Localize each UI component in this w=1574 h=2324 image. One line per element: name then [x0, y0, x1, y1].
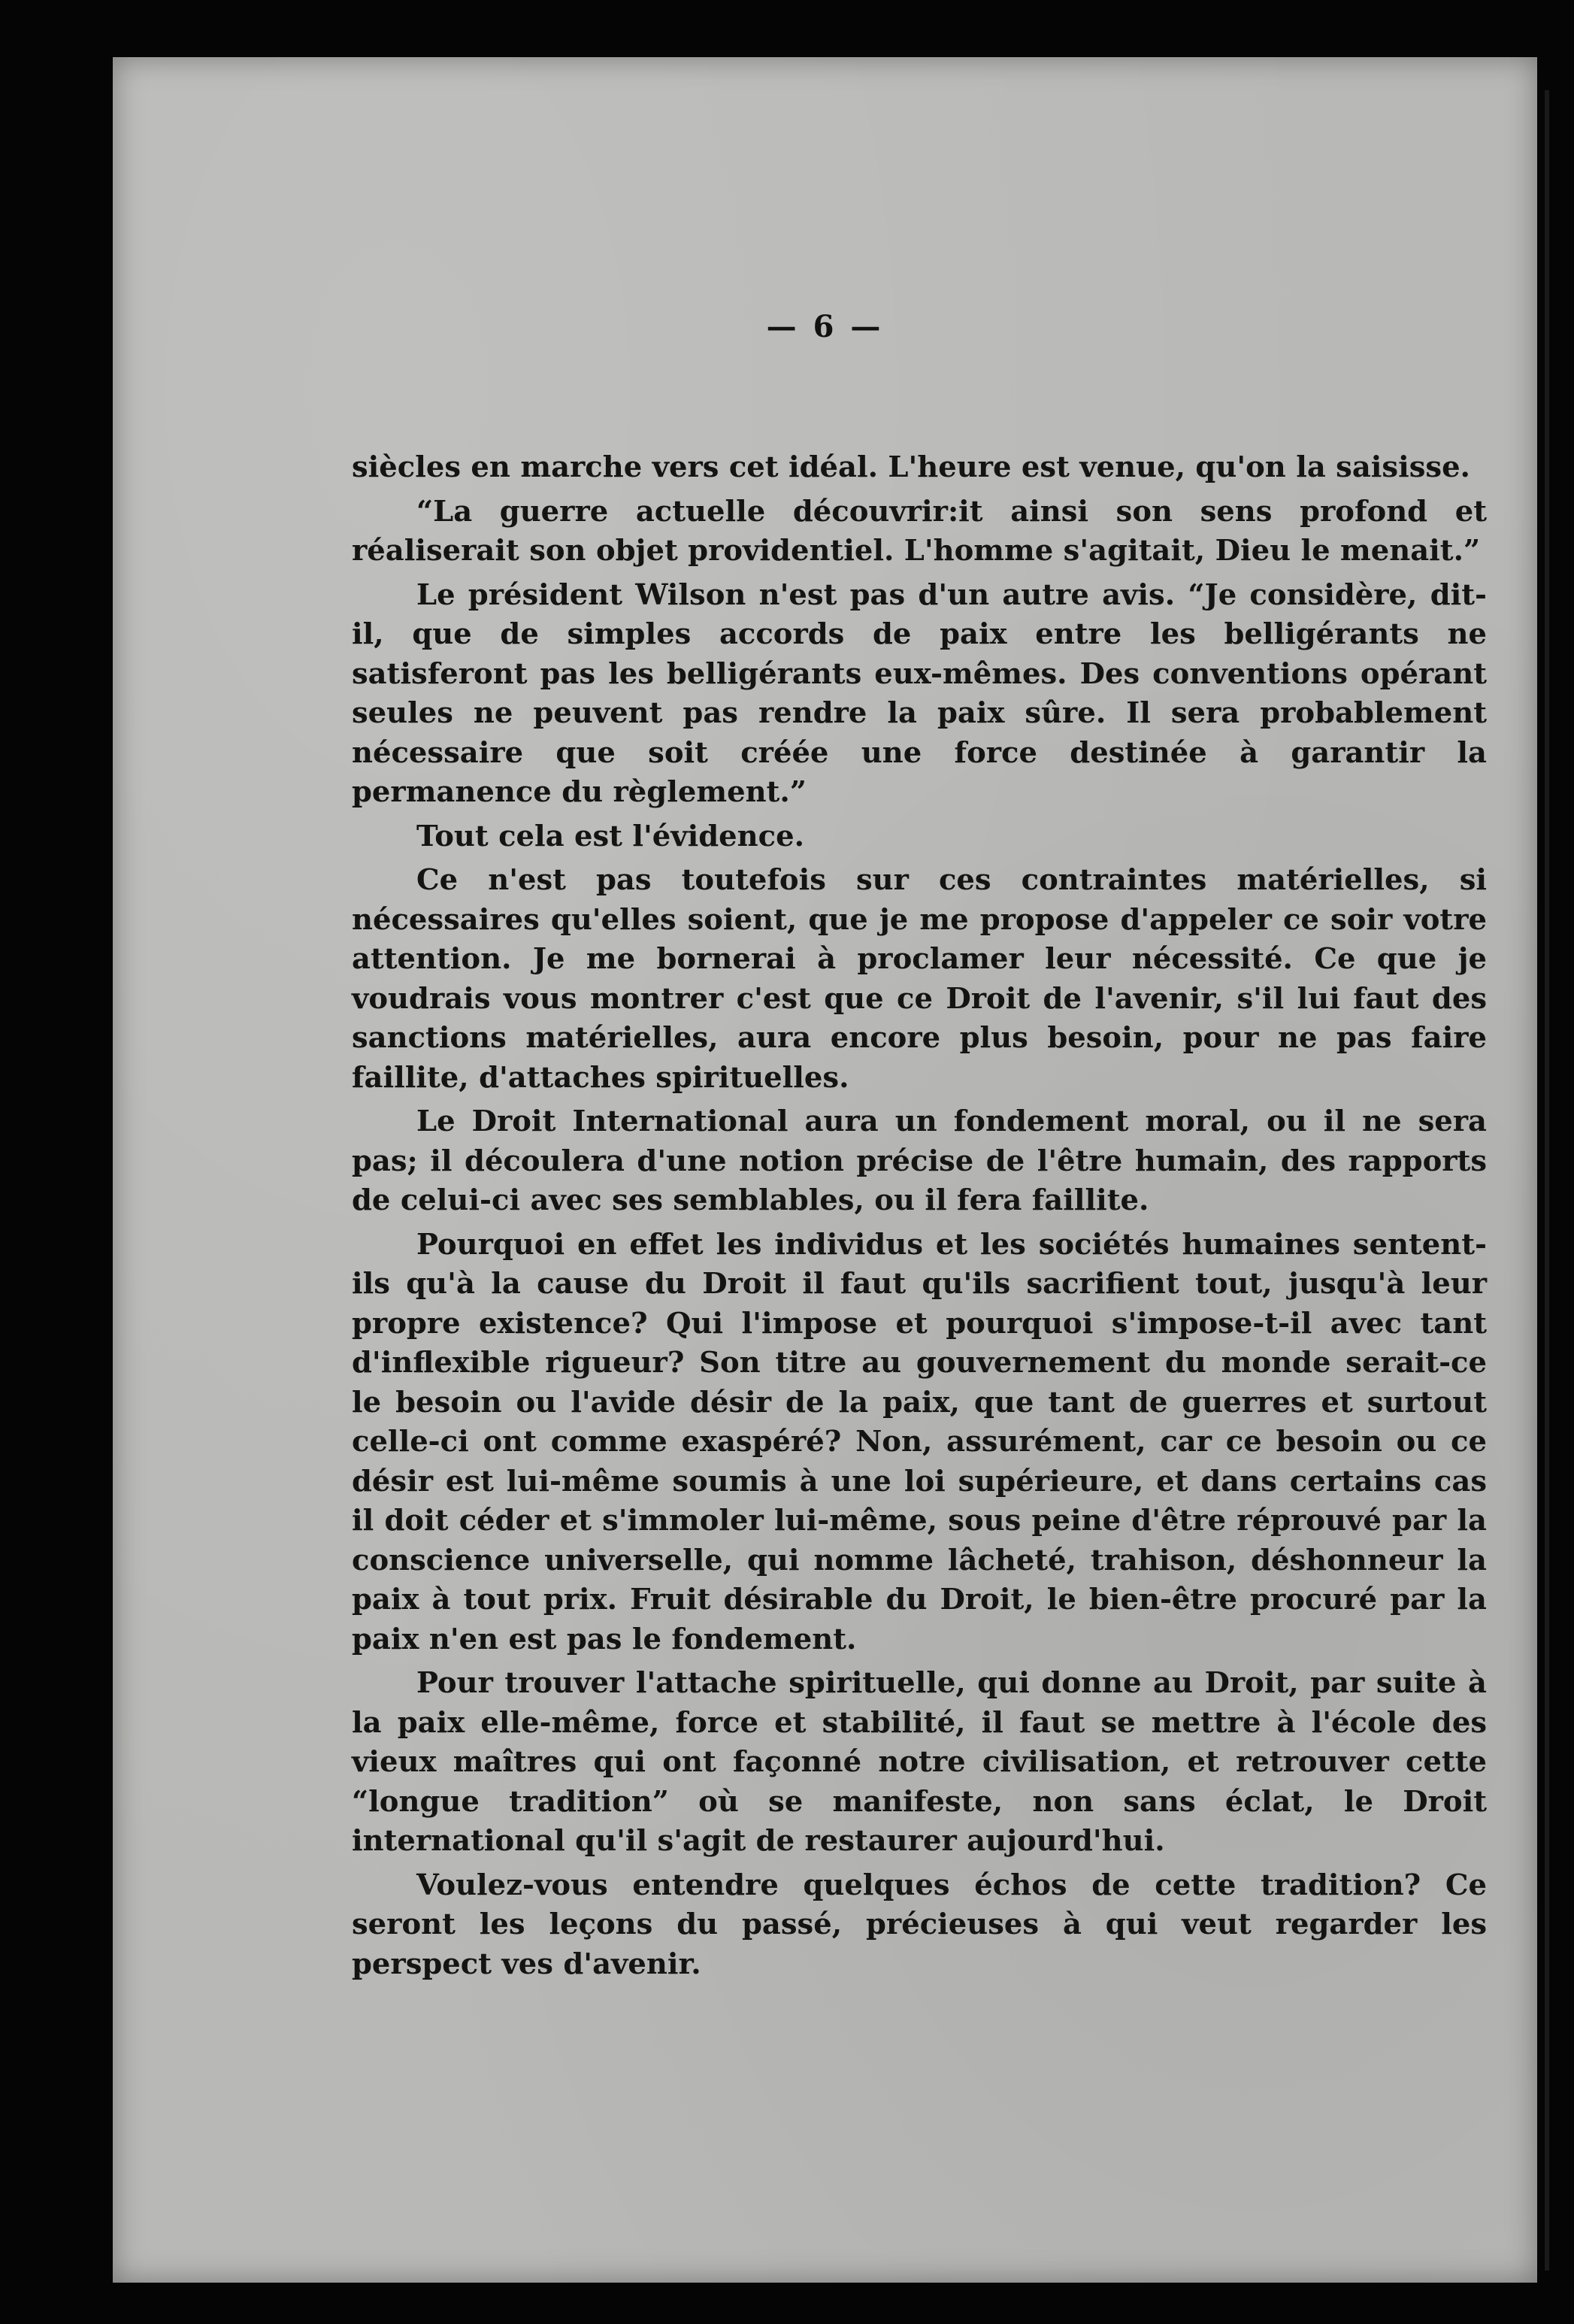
- paragraph-7: Pourquoi en effet les individus et les sociétés humaines sentent-ils qu'à la cause du Droit il faut qu'ils sacrifient tout, jusqu'à leur propre existence? Qui l'impose et pourquoi s'impose-t-il avec tant d'inflexible rigueur? Son titre au gouvernement du monde serait-ce le besoin ou l'avide désir de la paix, que tant de guerres et surtout celle-ci ont comme exaspéré? Non, assurément, car ce besoin ou ce désir est lui-même soumis à une loi supérieure, et dans certains cas il doit céder et s'immoler lui-même, sous peine d'être réprouvé par la conscience universelle, qui nomme lâcheté, trahison, déshonneur la paix à tout prix. Fruit désirable du Droit, le bien-être procuré par la paix n'en est pas le fondement.: [352, 1227, 1487, 1656]
- paragraph-9: Voulez-vous entendre quelques échos de cette tradition? Ce seront les leçons du passé, précieuses à qui veut regarder les perspect ves d'avenir.: [352, 1868, 1487, 1981]
- paragraph-5: Ce n'est pas toutefois sur ces contraintes matérielles, si nécessaires qu'elles soient, que je me propose d'appeler ce soir votre attention. Je me bornerai à proclamer leur nécessité. Ce que je voudrais vous montrer c'est que ce Droit de l'avenir, s'il lui faut des sanctions matérielles, aura encore plus besoin, pour ne pas faire faillite, d'attaches spirituelles.: [352, 863, 1487, 1095]
- paragraph-8: Pour trouver l'attache spirituelle, qui donne au Droit, par suite à la paix elle-même, force et stabilité, il faut se mettre à l'école des vieux maîtres qui ont façonné notre civilisation, et retrouver cette “longue tradition” où se manifeste, non sans éclat, le Droit international qu'il s'agit de restaurer aujourd'hui.: [352, 1666, 1487, 1858]
- paragraph-4: Tout cela est l'évidence.: [416, 819, 805, 853]
- paragraph-1: siècles en marche vers cet idéal. L'heure est venue, qu'on la saisisse.: [352, 450, 1470, 484]
- paragraph-3: Le président Wilson n'est pas d'un autre avis. “Je considère, dit-il, que de simples accords de paix entre les belligérants ne satisferont pas les belligérants eux-mêmes. Des conventions opérant seules ne peuvent pas rendre la paix sûre. Il sera probablement nécessaire que soit créée une force destinée à garantir la permanence du règlement.”: [352, 577, 1487, 809]
- scan-edge-mark-right: [1545, 90, 1549, 2271]
- page-number: — 6 —: [766, 309, 884, 344]
- scanned-page: [113, 57, 1537, 2283]
- paragraph-2: “La guerre actuelle découvrir:it ainsi son sens profond et réaliserait son objet providentiel. L'homme s'agitait, Dieu le menait.”: [352, 494, 1487, 568]
- paragraph-6: Le Droit International aura un fondement moral, ou il ne sera pas; il découlera d'une notion précise de l'être humain, des rapports de celui-ci avec ses semblables, ou il fera faillite.: [352, 1104, 1487, 1217]
- body-text: [352, 448, 1487, 1989]
